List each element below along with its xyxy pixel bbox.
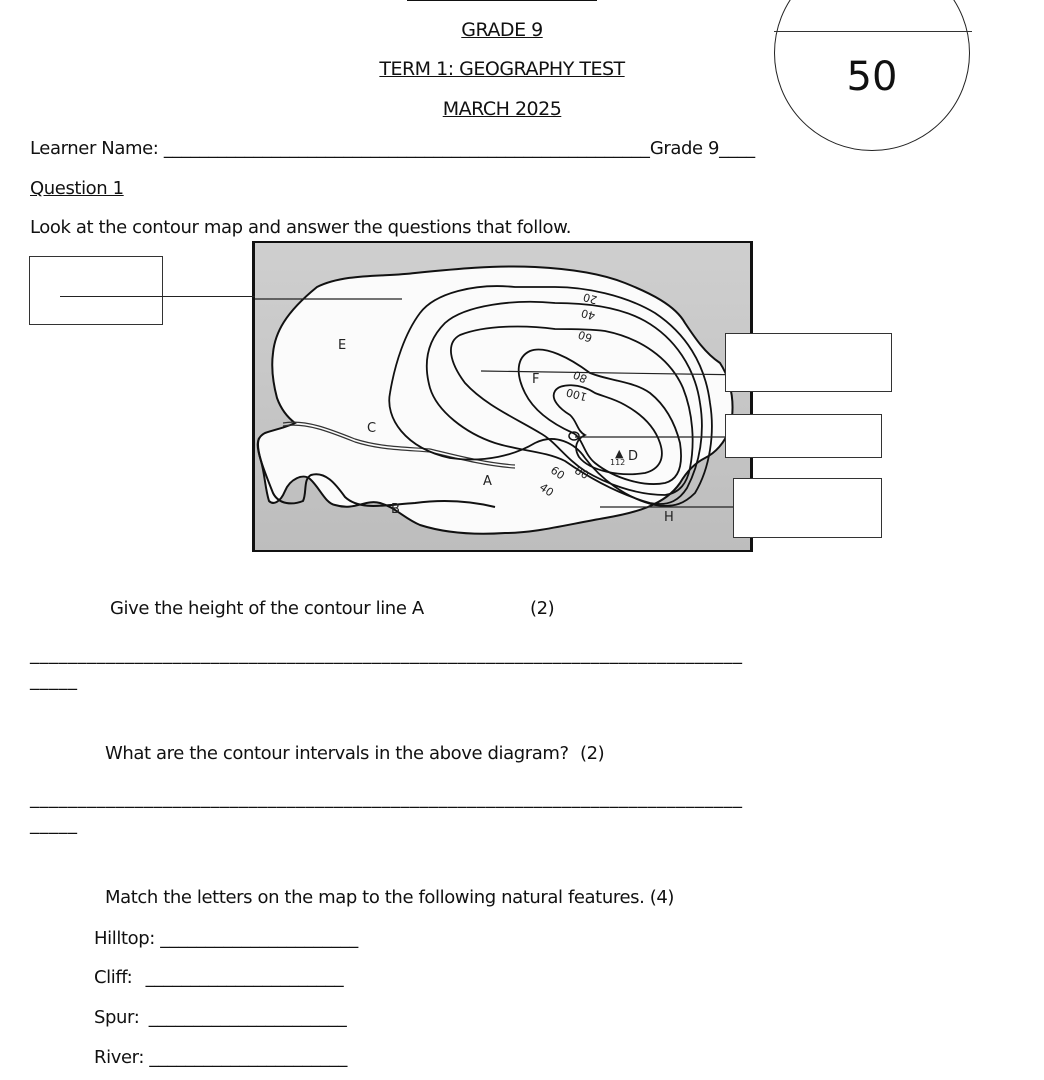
svg-text:60: 60 (548, 463, 567, 483)
pointer-line-1 (60, 296, 255, 297)
question-1-2-answer-line-wrap[interactable]: _____ (30, 814, 78, 835)
question-1-2-answer-line[interactable]: ___________________________________________________________________________ (30, 788, 743, 809)
svg-text:▲: ▲ (615, 447, 624, 460)
question-1-2-marks: (2) (580, 743, 605, 764)
question-1-2-text (105, 743, 604, 764)
feature-label-hilltop: Hilltop: (94, 928, 155, 949)
feature-row-hilltop (94, 928, 358, 949)
feature-row-cliff (94, 967, 344, 988)
question-1-2-label: What are the contour intervals in the above diagram? (105, 743, 569, 764)
learner-name-row (30, 138, 755, 159)
grade-title: GRADE 9 (461, 19, 543, 41)
learner-name-label: Learner Name: (30, 138, 159, 159)
feature-label-cliff: Cliff: (94, 967, 133, 988)
grade-label: Grade 9 (649, 138, 720, 159)
svg-text:80: 80 (571, 367, 590, 386)
contour-map-drawing (255, 243, 750, 550)
grade-field[interactable]: ____ (719, 138, 756, 159)
svg-text:20: 20 (581, 290, 599, 307)
svg-text:80: 80 (572, 463, 591, 483)
question-1-1-answer-line-wrap[interactable]: _____ (30, 670, 78, 691)
test-title: TERM 1: GEOGRAPHY TEST (379, 58, 625, 80)
svg-text:40: 40 (537, 480, 556, 500)
map-letter-f: F (532, 372, 540, 387)
map-letter-a: A (483, 474, 492, 489)
svg-text:60: 60 (576, 327, 595, 345)
question-1-1-text: Give the height of the contour line A (110, 598, 424, 619)
spot-height: 112 (610, 458, 626, 467)
contour-map (252, 241, 753, 552)
question-1-1-answer-line[interactable]: ___________________________________________________________________________ (30, 644, 743, 665)
question-1-heading: Question 1 (30, 178, 124, 199)
svg-text:100: 100 (564, 385, 589, 404)
svg-text:40: 40 (579, 306, 597, 323)
question-1-1-marks: (2) (530, 598, 555, 619)
label-box-1[interactable] (29, 256, 163, 325)
label-box-2[interactable] (725, 333, 892, 392)
map-letter-c: C (367, 421, 377, 436)
feature-answer-river[interactable]: ______________________ (149, 1047, 348, 1068)
feature-answer-cliff[interactable]: ______________________ (145, 967, 344, 988)
map-letter-h: H (664, 510, 674, 525)
question-1-3-text: Match the letters on the map to the following natural features. (4) (105, 887, 675, 908)
map-letter-d: D (628, 449, 639, 464)
feature-answer-hilltop[interactable]: ______________________ (160, 928, 359, 949)
feature-answer-spur[interactable]: ______________________ (148, 1007, 347, 1028)
map-letter-e: E (338, 338, 347, 353)
total-marks: 50 (846, 54, 898, 100)
map-letter-b: B (391, 502, 400, 517)
label-box-4[interactable] (733, 478, 882, 538)
feature-label-spur: Spur: (94, 1007, 140, 1028)
top-rule (407, 0, 597, 1)
label-box-3[interactable] (725, 414, 882, 458)
score-divider (774, 31, 972, 32)
question-1-instruction: Look at the contour map and answer the questions that follow. (30, 217, 572, 238)
feature-label-river: River: (94, 1047, 144, 1068)
learner-name-field[interactable]: ______________________________________________________ (163, 138, 650, 159)
test-date: MARCH 2025 (442, 98, 562, 120)
feature-row-river (94, 1047, 347, 1068)
feature-row-spur (94, 1007, 347, 1028)
